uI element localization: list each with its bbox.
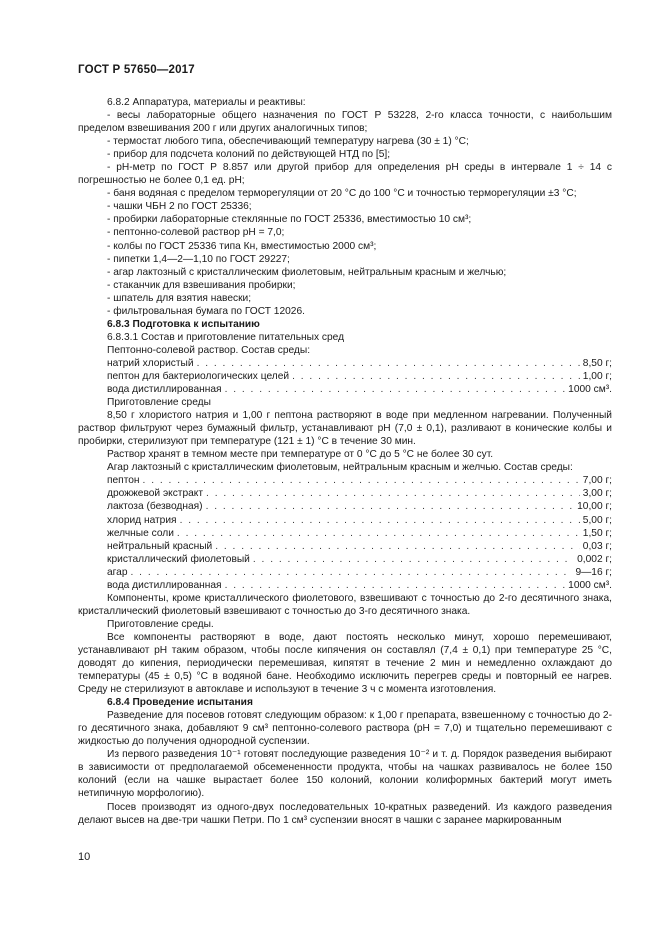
composition-value: 8,50 г; bbox=[582, 357, 612, 369]
composition-label: натрий хлористый bbox=[107, 357, 194, 369]
composition-row bbox=[78, 357, 612, 370]
composition-row bbox=[78, 370, 612, 383]
composition-label: нейтральный красный bbox=[107, 540, 213, 552]
composition-label: кристаллический фиолетовый bbox=[107, 553, 250, 565]
medium-2-title: Агар лактозный с кристаллическим фиолетовым, нейтральным красным и желчью. Состав среды: bbox=[107, 462, 573, 474]
leader-dots bbox=[177, 527, 580, 540]
leader-dots bbox=[180, 514, 580, 527]
section-6-8-4-heading: 6.8.4 Проведение испытания bbox=[107, 697, 253, 709]
composition-row bbox=[78, 553, 612, 566]
equipment-item: - рН-метр по ГОСТ Р 8.857 или другой прибор для определения рН среды в интервале 1 ÷ 14 с погрешностью не более 0,1 ед. рН; bbox=[78, 162, 612, 187]
composition-label: вода дистиллированная bbox=[107, 579, 222, 591]
composition-value: 1000 см³. bbox=[568, 579, 612, 591]
equipment-item: - баня водяная с пределом терморегуляции от 20 °С до 100 °С и точностью терморегуляции ±3 °С; bbox=[107, 188, 577, 200]
equipment-item: - пептонно-солевой раствор рН = 7,0; bbox=[107, 227, 285, 239]
composition-label: лактоза (безводная) bbox=[107, 501, 203, 513]
section-6-8-2-heading: 6.8.2 Аппаратура, материалы и реактивы: bbox=[107, 97, 306, 108]
composition-value: 0,002 г; bbox=[577, 553, 612, 565]
prep-1-text: 8,50 г хлористого натрия и 1,00 г пептона растворяют в воде при медленном нагревании. Полученный раствор фильтруют через бумажный фильтр, устанавливают рН (7,0 ± 0,1), разливают в конические колбы и пробирки, стерилизуют при температуре (121 ± 1) °С в течение 30 мин. bbox=[78, 410, 612, 448]
medium-1-title: Пептонно-солевой раствор. Состав среды: bbox=[107, 344, 311, 356]
document-header: ГОСТ Р 57650—2017 bbox=[78, 64, 195, 76]
composition-label: агар bbox=[107, 566, 128, 578]
leader-dots bbox=[292, 370, 580, 383]
composition-value: 10,00 г; bbox=[577, 501, 612, 513]
leader-dots bbox=[215, 540, 580, 553]
equipment-item: - пробирки лабораторные стеклянные по ГОСТ 25336, вместимостью 10 см³; bbox=[107, 214, 472, 226]
composition-row bbox=[78, 579, 612, 592]
composition-label: желчные соли bbox=[107, 527, 174, 539]
composition-value: 3,00 г; bbox=[582, 488, 612, 500]
composition-value: 7,00 г; bbox=[582, 475, 612, 487]
equipment-item: - стаканчик для взвешивания пробирки; bbox=[107, 279, 296, 291]
composition-row bbox=[78, 527, 612, 540]
composition-row bbox=[78, 514, 612, 527]
equipment-item: - колбы по ГОСТ 25336 типа Кн, вместимостью 2000 см³; bbox=[107, 240, 377, 252]
equipment-item: - фильтровальная бумага по ГОСТ 12026. bbox=[107, 305, 305, 317]
equipment-item: - весы лабораторные общего назначения по ГОСТ Р 53228, 2-го класса точности, с наибольшим пределом взвешивания 200 г или других аналогичных типов; bbox=[78, 110, 612, 135]
components-text: Компоненты, кроме кристаллического фиолетового, взвешивают с точностью до 2-го десятичного знака, кристаллический фиолетовый взвешивают с точностью до 3-го десятичного знака. bbox=[78, 592, 612, 617]
equipment-item: - чашки ЧБН 2 по ГОСТ 25336; bbox=[107, 201, 252, 213]
composition-row bbox=[78, 566, 612, 579]
equipment-item: - агар лактозный с кристаллическим фиолетовым, нейтральным красным и желчью; bbox=[107, 266, 507, 278]
composition-value: 1000 см³. bbox=[568, 384, 612, 396]
composition-row bbox=[78, 500, 612, 513]
leader-dots bbox=[225, 579, 566, 592]
equipment-item: - прибор для подсчета колоний по действующей НТД по [5]; bbox=[107, 149, 391, 161]
composition-value: 5,00 г; bbox=[582, 514, 612, 526]
leader-dots bbox=[253, 553, 574, 566]
composition-row bbox=[78, 487, 612, 500]
procedure-paragraph: Посев производят из одного-двух последовательных 10-кратных разведений. Из каждого разведения делают высев на две-три чашки Петри. По 1 см³ суспензии вносят в чашки с заранее маркированным bbox=[78, 801, 612, 826]
prep-2-title: Приготовление среды. bbox=[107, 618, 214, 630]
storage-text: Раствор хранят в темном месте при температуре от 0 °С до 5 °С не более 30 сут. bbox=[107, 449, 494, 461]
section-6-8-3-heading: 6.8.3 Подготовка к испытанию bbox=[107, 318, 260, 330]
composition-label: вода дистиллированная bbox=[107, 384, 222, 396]
prep-2-text: Все компоненты растворяют в воде, дают постоять несколько минут, хорошо перемешивают, устанавливают рН таким образом, чтобы после кипячения он составлял (7,4 ± 0,1) при температуре 25 °С, доводят до кипения, периодически перемешивая, кипятят в течение 2 мин и немедленно охлаждают до температуры (45 ± 0,5) °С в водяной бане. Необходимо исключить перегрев среды и повторный ее нагрев. Среду не стерилизуют в автоклаве и используют в течение 3 ч с момента изготовления. bbox=[78, 631, 612, 696]
equipment-item: - термостат любого типа, обеспечивающий температуру нагрева (30 ± 1) °С; bbox=[107, 136, 469, 148]
composition-value: 9—16 г; bbox=[575, 566, 612, 578]
composition-label: пептон bbox=[107, 475, 140, 487]
composition-value: 0,03 г; bbox=[582, 540, 612, 552]
subsection-6-8-3-1-heading: 6.8.3.1 Состав и приготовление питательных сред bbox=[107, 331, 345, 343]
composition-row bbox=[78, 540, 612, 553]
composition-label: пептон для бактериологических целей bbox=[107, 370, 290, 382]
leader-dots bbox=[197, 357, 580, 370]
leader-dots bbox=[225, 383, 566, 396]
leader-dots bbox=[131, 566, 573, 579]
composition-row bbox=[78, 383, 612, 396]
leader-dots bbox=[206, 500, 575, 513]
leader-dots bbox=[206, 487, 580, 500]
composition-label: дрожжевой экстракт bbox=[107, 488, 204, 500]
composition-value: 1,50 г; bbox=[582, 527, 612, 539]
procedure-paragraph: Разведение для посевов готовят следующим образом: к 1,00 г препарата, взвешенному с точностью до 2-го десятичного знака, добавляют 9 см³ пептонно-солевого раствора (рН = 7,0) и тщательно перемешивают с жидкостью до получения однородной суспензии. bbox=[78, 710, 612, 748]
document-body bbox=[78, 96, 612, 827]
prep-1-title: Приготовление среды bbox=[107, 397, 211, 409]
equipment-item: - шпатель для взятия навески; bbox=[107, 292, 252, 304]
leader-dots bbox=[143, 474, 580, 487]
composition-value: 1,00 г; bbox=[582, 370, 612, 382]
equipment-item: - пипетки 1,4—2—1,10 по ГОСТ 29227; bbox=[107, 253, 290, 265]
composition-label: хлорид натрия bbox=[107, 514, 177, 526]
procedure-paragraph: Из первого разведения 10⁻¹ готовят последующие разведения 10⁻² и т. д. Порядок разведения выбирают в зависимости от предполагаемой обсемененности продукта, чтобы на чашках развивалось не более 150 колоний (если на чашке вырастает более 150 колоний, колонии колиформных бактерий могут иметь нетипичную морфологию). bbox=[78, 749, 612, 800]
composition-row bbox=[78, 474, 612, 487]
page-number: 10 bbox=[78, 851, 91, 863]
